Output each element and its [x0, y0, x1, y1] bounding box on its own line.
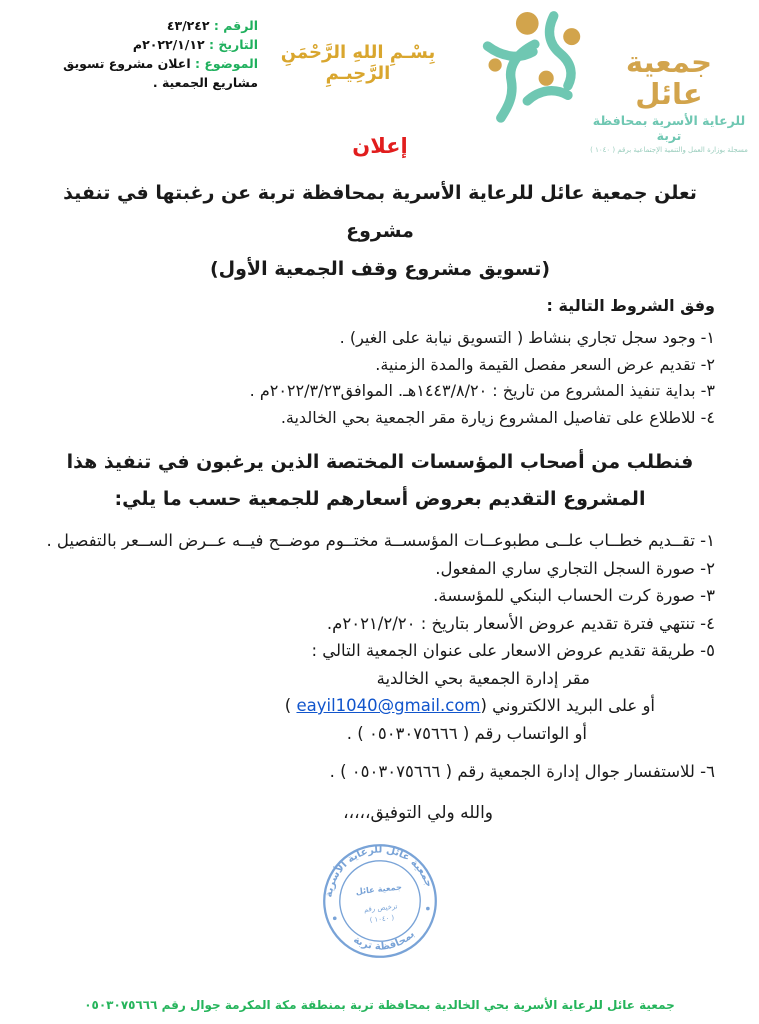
doc-date-line — [36, 35, 258, 54]
email-link[interactable]: eayil1040@gmail.com — [296, 696, 481, 715]
request-paragraph — [45, 444, 715, 518]
condition-item-1: ١- وجود سجل تجاري بنشاط ( التسويق نيابة على الغير) . — [339, 328, 715, 347]
condition-item-3: ٣- بداية تنفيذ المشروع من تاريخ : ١٤٤٣/٨/٢٠هـ. الموافق٢٠٢٢/٣/٢٣م . — [249, 381, 715, 400]
document-body — [45, 134, 715, 969]
request-line-1: فنطلب من أصحاب المؤسسات المختصة الذين يرغبون في تنفيذ هذا — [66, 451, 694, 473]
condition-item-4: ٤- للاطلاع على تفاصيل المشروع زيارة مقر الجمعية بحي الخالدية. — [280, 407, 715, 427]
stamp-top-text: جمعية عائل للرعاية الأسرية — [323, 844, 435, 898]
requirement-item-5: ٥- طريقة تقديم عروض الاسعار على عنوان الجمعية التالي : — [311, 641, 715, 660]
requirement-item-1: ١- تقــديم خطــاب علــى مطبوعــات المؤسســة مختــوم موضــح فيــه عــرض الســعر بالتفصيل . — [46, 531, 715, 550]
conditions-heading: وفق الشروط التالية : — [546, 296, 715, 315]
org-registration: مسجلة بوزارة العمل والتنمية الإجتماعية برقم ( ١٠٤٠ ) — [590, 146, 748, 154]
intro-line-1: تعلن جمعية عائل للرعاية الأسرية بمحافظة تربة عن رغبتها في تنفيذ مشروع — [63, 182, 697, 242]
org-subtitle: للرعاية الأسرية بمحافظة تربة — [592, 113, 746, 143]
requirement-item-3: ٣- صورة كرت الحساب البنكي للمؤسسة. — [433, 586, 715, 605]
stamp-center-license: ترخيص رقم — [363, 901, 398, 914]
email-suffix: ) — [284, 696, 297, 715]
stamp-area — [45, 837, 715, 969]
doc-number-line — [36, 16, 258, 35]
conditions-list — [45, 325, 715, 431]
request-line-2: المشروع التقديم بعروض أسعارهم للجمعية حسب ما يلي: — [114, 488, 646, 510]
doc-subject-label: الموضوع : — [194, 56, 258, 71]
org-name: جمعية عائل — [625, 45, 713, 111]
inquiry-line: ٦- للاستفسار جوال إدارة الجمعية رقم ( ٠٥٠٣٠٧٥٦٦٦ ) . — [329, 762, 715, 781]
whatsapp-line: أو الواتساب رقم ( ٠٥٠٣٠٧٥٦٦٦ ) . — [346, 723, 587, 743]
stamp-bottom-text: بمحافظة تربة — [351, 928, 417, 953]
doc-number-value: ٤٣/٢٤٢ — [166, 18, 210, 33]
doc-date-label: التاريخ : — [208, 37, 258, 52]
requirement-item-4: ٤- تنتهي فترة تقديم عروض الأسعار بتاريخ : ٢٠٢١/٢/٢٠م. — [326, 613, 715, 633]
closing-phrase: والله ولي التوفيق،،،،، — [343, 802, 493, 823]
email-prefix: أو على البريد الالكتروني ( — [480, 696, 655, 715]
intro-line-2: (تسويق مشروع وقف الجمعية الأول) — [209, 258, 551, 280]
org-logo-text — [588, 6, 750, 154]
doc-subject-value: اعلان مشروع تسويق مشاريع الجمعية . — [63, 56, 258, 90]
svg-text:بمحافظة تربة — [350, 928, 418, 956]
intro-paragraph — [45, 174, 715, 288]
bismillah-calligraphy: بِسْـمِ اللهِ الرَّحْمَنِ الرَّحِيـمِ — [280, 42, 436, 84]
requirement-item-2: ٢- صورة السجل التجاري ساري المفعول. — [435, 558, 715, 578]
stamp-center-name: جمعية عائل — [355, 881, 403, 896]
requirements-list — [45, 527, 715, 786]
stamp-center-number: ( ١٠٤٠ ) — [369, 913, 395, 924]
association-address-line: مقر إدارة الجمعية بحي الخالدية — [376, 668, 590, 688]
people-figures-logo-icon — [480, 6, 584, 124]
footer-contact-line: جمعية عائل للرعاية الأسرية بحي الخالدية بمحافظة تربة بمنطقة مكة المكرمة جوال رقم ٠٥٠٣٠٧٥٦٦٦ — [84, 998, 675, 1012]
doc-subject-line — [36, 54, 258, 92]
official-round-stamp — [307, 830, 454, 971]
doc-date-value: ٢٠٢٢/١/١٢م — [132, 37, 205, 52]
condition-item-2: ٢- تقديم عرض السعر مفصل القيمة والمدة الزمنية. — [375, 354, 715, 374]
announcement-title: إعلان — [352, 134, 408, 158]
doc-number-label: الرقم : — [213, 18, 258, 33]
document-meta — [36, 16, 258, 92]
email-line — [45, 692, 715, 720]
org-logo — [478, 6, 750, 154]
